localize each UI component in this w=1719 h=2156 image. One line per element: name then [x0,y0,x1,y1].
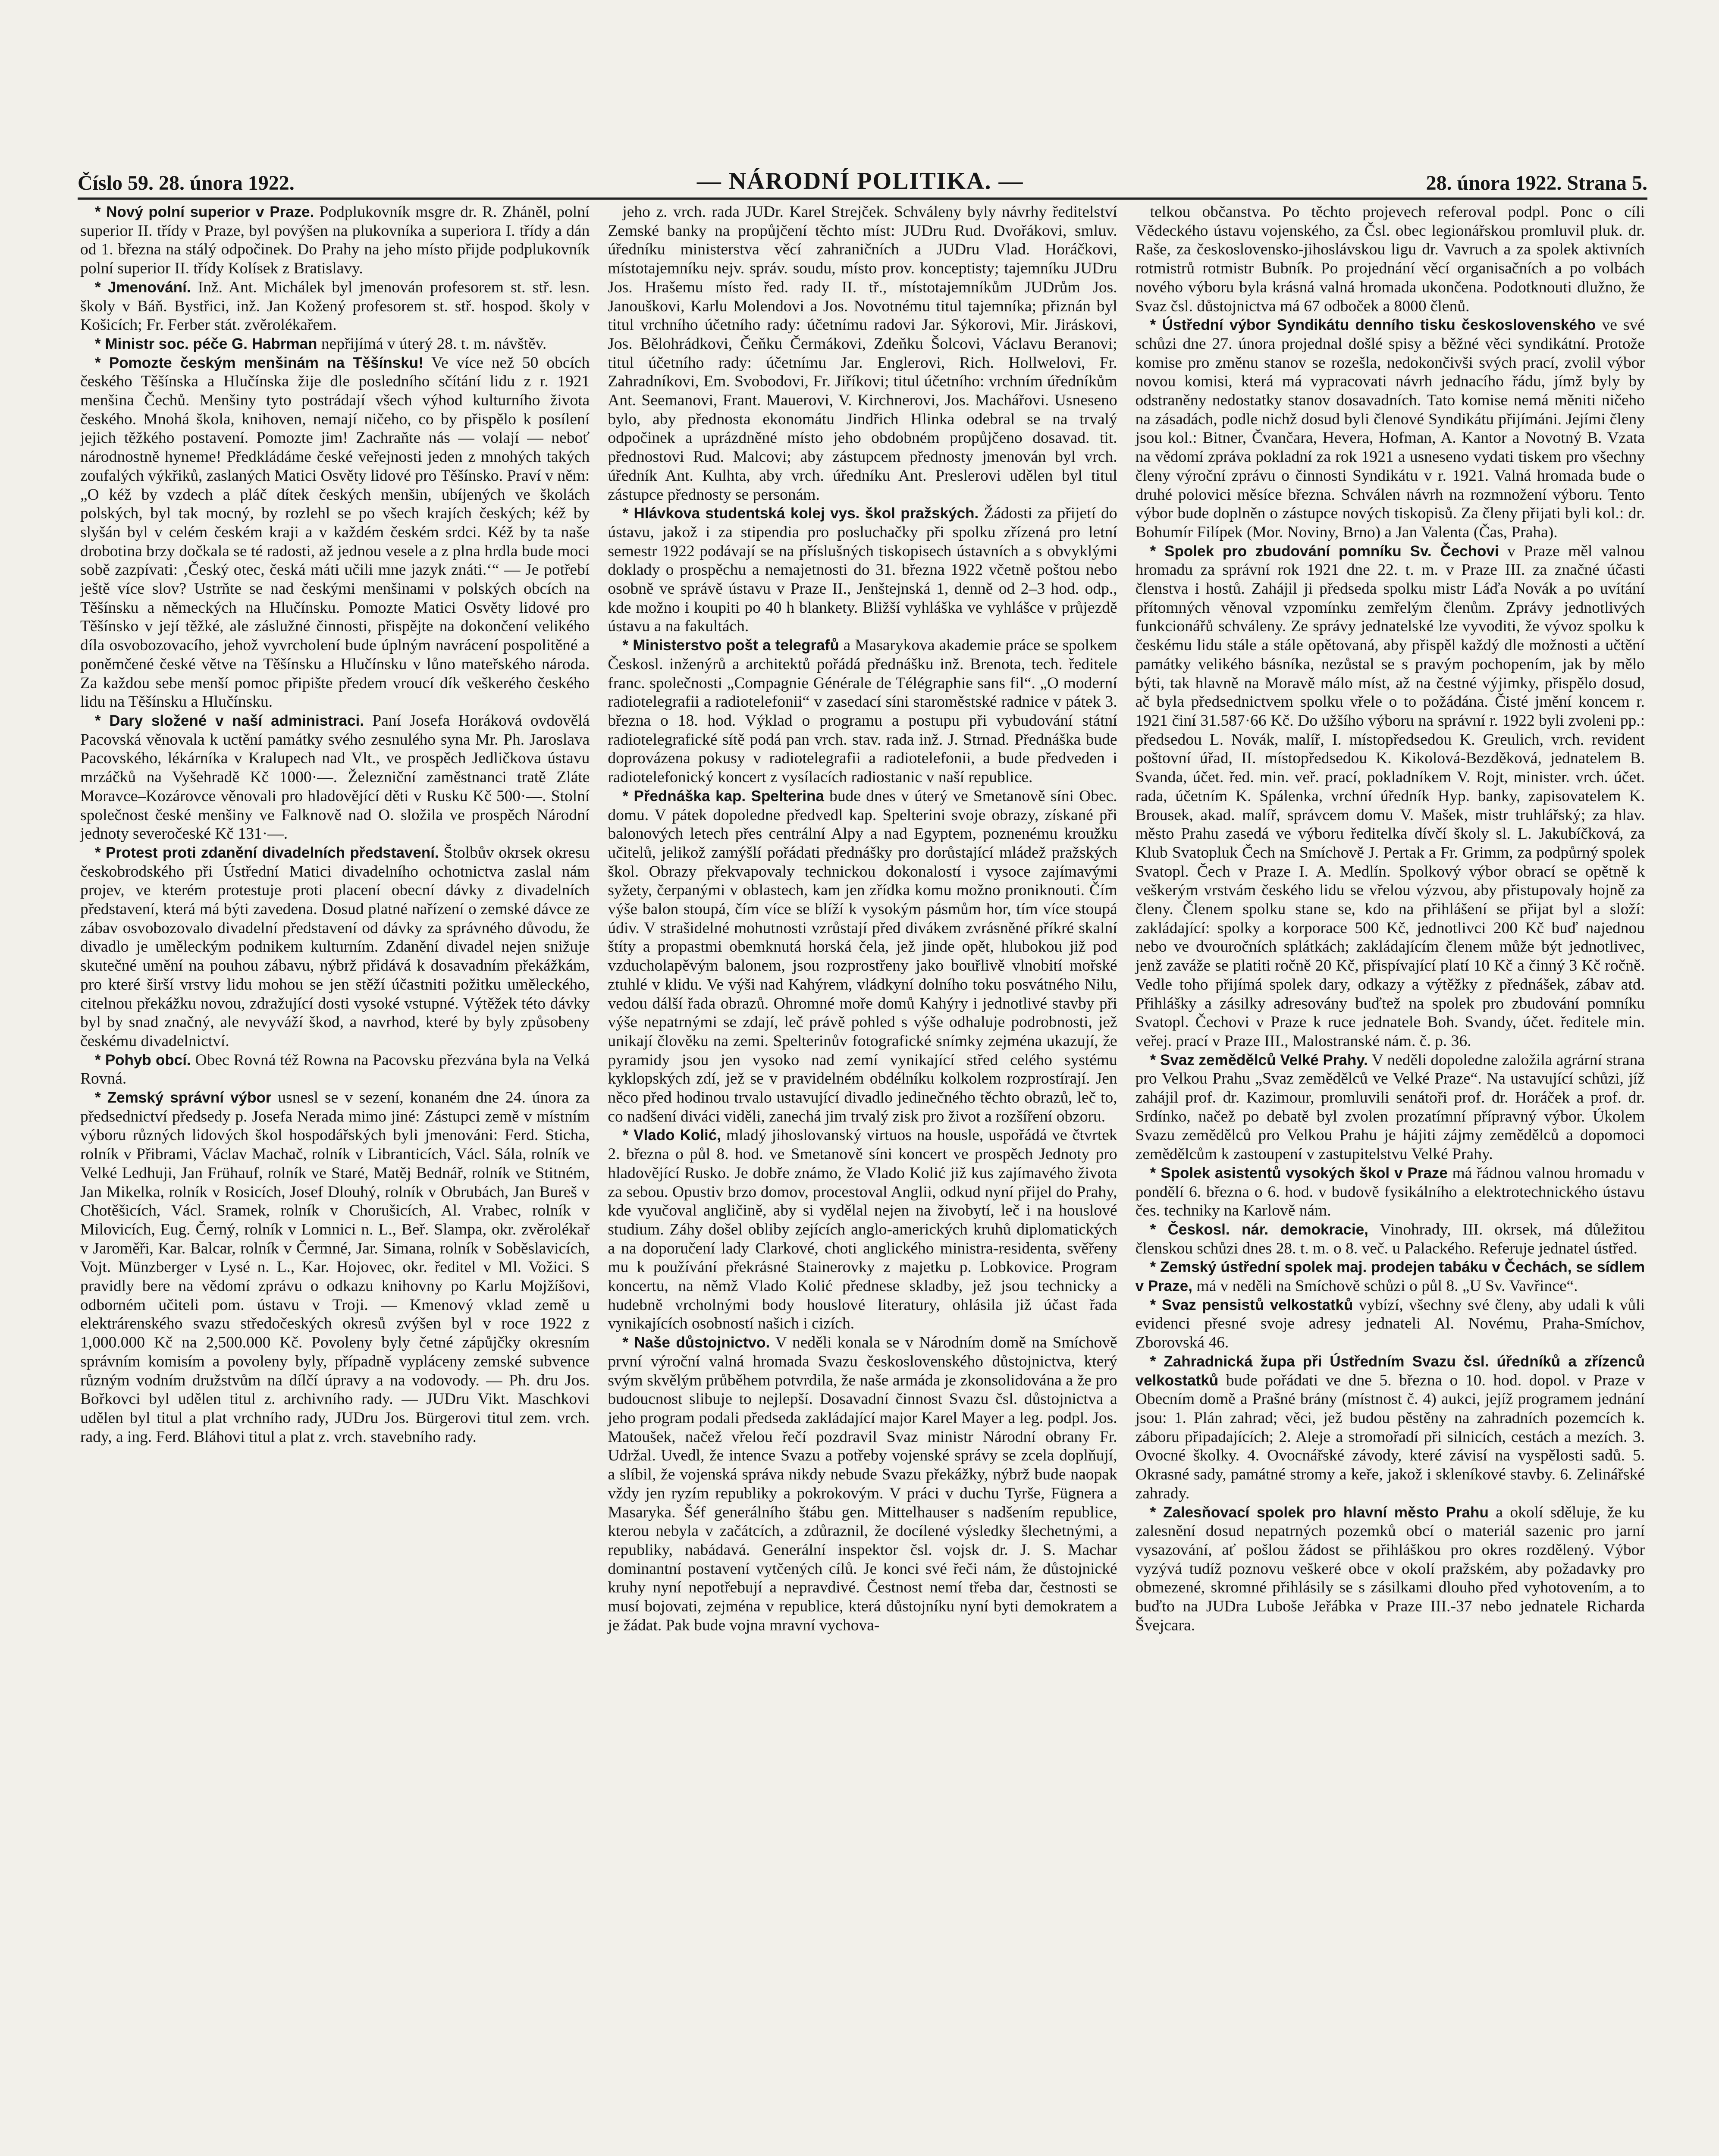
article-heading: * Spolek pro zbudování pomníku Sv. Čechovi [1150,542,1499,560]
article [1136,1220,1645,1258]
article-text: nepřijímá v úterý 28. t. m. návštěv. [321,335,547,353]
article-text: Podplukovník msgre dr. R. Zháněl, polní superior II. třídy v Praze, byl povýšen na plukovníka a superiora I. třídy a dán od 1. března na stálý odpočinek. Do Prahy na jeho místo přijde podplukovník polní superior II. třídy Kolísek z Bratislavy. [80,203,590,278]
article [80,843,590,1051]
article-text: jeho z. vrch. rada JUDr. Karel Strejček. Schváleny byly návrhy ředitelství Zemské banky na propůjčení těchto míst: JUDru Rud. Dvořákovi, smluv. úředníku ministerstva věcí zahraničních a JUDru Vlad. Horáčkovi, místotajemníku nejv. správ. soudu, místo prov. konceptisty; tajemníku JUDru Jos. Hrašemu místo řed. rady II. tř., místotajemníkům JUDrům Jos. Janouškovi, Karlu Molendovi a Jos. Novotnému titul tajemníka; přiznán byl titul vrchního účetního rady: účetnímu radovi Jar. Sýkorovi, Mir. Jiráskovi, Jos. Bělohrádkovi, Čeňku Čermákovi, Zdeňku Šolcovi, Václavu Beranovi; titul účetního rady: účetnímu Jar. Englerovi, Rich. Hollwelovi, Fr. Zahradníkovi, Em. Svobodovi, Fr. Jiříkovi; titul účetního: vrchním úředníkům Ant. Seemanovi, Frant. Mauerovi, V. Kirchnerovi, Jos. Machářovi. Usneseno bylo, aby přednosta ekonomátu Jindřich Hlinka odebral se na trvalý odpočinek a uprázdněné místo jeho obdobném propůjčeno dosavad. tit. přednostovi Rud. Malcovi; aby zástupcem přednosty jmenován byl vrch. úředník Ant. Kulhta, aby vrch. úředníku Ant. Preslerovi udělen byl titul zástupce přednosty se personám. [608,203,1117,504]
article-heading: * Svaz zemědělců Velké Prahy. [1150,1051,1368,1069]
article [1136,542,1645,1051]
article-heading: * Přednáška kap. Spelterina [622,787,824,805]
article-text: mladý jihoslovanský virtuos na housle, uspořádá ve čtvrtek 2. března o půl 8. hod. ve Smetanově síni koncert ve prospěch Jednoty pro hladovějící Rusko. Je dobře známo, že Vlado Kolić již kus zajímavého života za sebou. Opustiv brzo domov, procestoval Anglii, odkud nyní přijel do Prahy, kde vyučoval angličině, aby si vydělal nejen na živobytí, leč i na houslové studium. Záhy došel obliby zejících anglo-amerických kruhů diplomatických a na doporučení lady Clarkové, choti anglického ministra-residenta, svěřeny mu k používání překrásné Stainerovky z majetku p. Lobkovice. Program koncertu, na němž Vlado Kolić přednese skladby, jež jsou technicky a hudebně vrcholnými body houslové literatury, ohlásila již účast řada vynikajících osobností našich i cizích. [608,1126,1117,1333]
article-heading: * Ministr soc. péče G. Habrman [95,335,317,352]
article-text: bude pořádati ve dne 5. března o 10. hod. dopol. v Praze v Obecním domě a Prašné brány (místnost č. 4) aukci, jejíž programem jednání jsou: 1. Plán zahrad; věci, jež budou pěstěny na zahradních pozemcích k. záboru připadajících; 2. Aleje a stromořadí při silnicích, cestách a mezích. 3. Ovocné školky. 4. Ovocnářské závody, které závisí na vyspělosti sadů. 5. Okrasné sady, památné stromy a keře, jakož i skleníkové stavby. 6. Zelinářské zahrady. [1135,1371,1645,1502]
article [80,335,590,354]
article-heading: * Dary složené v naší administraci. [95,712,364,729]
article-text: Štolbův okrsek okresu českobrodského při Ústřední Matici divadelního ochotnictva zaslal nám projev, ve kterém protestuje proti placení obecní dávky z divadelních představení, která má býti zavedena. Dosud platné nařízení o zemské dávce ze zábav osvobozovalo divadelní představení od dávky za správného důvodu, že divadlo je uměleckým podnikem kulturním. Zdanění divadel nejen snižuje skutečné umění na pouhou zábavu, nýbrž přidává k dosavadním překážkám, pro které širší vrstvy lidu mohou se jen stěží účastniti požitku uměleckého, citelnou překážku novou, zdražující dosti vysoké vstupné. Výtěžek této dávky byl by snad značný, ale nevyváží škod, a navrhod, které by byly způsobeny českému divadelnictví. [80,843,590,1050]
newspaper-title: — NÁRODNÍ POLITIKA. — [696,168,1024,194]
article [1136,1296,1645,1352]
article-text: bude dnes v úterý ve Smetanově síni Obec. domu. V pátek dopoledne předvedl kap. Spelterini svoje obrazy, získané při balonových letech přes centrální Alpy a nad Egyptem, poznenému kroužku učitelů, jelikož zamýšlí pořádati přednášky pro dorůstající mládež pražských škol. Obrazy překvapovaly technickou dokonalostí i vysoce zajímavými syžety, čerpanými v oblastech, kam jen zřídka komu možno proniknouti. Čím výše balon stoupá, čím více se blíží k vysokým pásmům hor, tím více stoupá údiv. V strašidelné mohutnosti vzrůstají před divákem zvrásněné příkré skalní štíty a propastmi obemknutá horská čela, jež jinde opět, hlubokou již pod vzducholapěvým balonem, jsou rozprostřeny jako bouřlivě vlnobití mořské ztuhlé v klidu. Ve výši nad Kahýrem, vládkyní dolního toku posvátného Nilu, vedou dálší řada obrazů. Ohromné moře domů Kahýry i jednotlivé stavby při výše nepatrnými se zdají, leč právě pohled s výše odhaluje podrobnosti, jež unikají člověku na zemi. Spelterinův fotografické snímky zejména ukazují, že pyramidy jsou jen vysoko nad zemí vynikající střed celého systému kyklopských zdí, jež se v pravidelném obdélníku kolkolem rozprostírají. Jen něco před hodinou trvalo ustavující divadlo jedinečného těchto obrazů, leč to, co nadšení diváci viděli, zanechá jim trvalý zisk pro život a rozšíření obzoru. [608,787,1117,1125]
article-heading: * Zemský ústřední spolek maj. prodejen tabáku v Čechách, se sídlem v Praze, [1135,1259,1645,1295]
article [608,1333,1117,1635]
article-text: v Praze měl valnou hromadu za správní rok 1921 dne 22. t. m. v Praze III. za značné účasti členstva i hostů. Zahájil ji předseda spolku mistr Láďa Novák a po uvítání přítomných věnoval vzpomínku zemřelým členům. Zprávy jednotlivých funkcionářů schváleny. Ze správy jednatelské lze vyvoditi, že vývoz spolku k českému lidu stále a stále opětovaná, aby přispěl každý dle možnosti a učtění památky velikého básníka, nezůstal se s pravým pochopením, jak by mělo býti, tak hlavně na Moravě málo míst, až na čestné výjimky, přispělo dosud, ač byla předsednictvem spolku vřele o to požádána. Čisté jmění koncem r. 1921 činí 31.587·66 Kč. Do užšího výboru na správní r. 1922 byli zvoleni pp.: předsedou L. Novák, malíř, I. místopředsedou K. Greulich, vrch. revident poštovní úřad, II. místopředsedou K. Kikolová-Bezděková, jednatelem B. Svanda, účet. řed. min. veř. prací, pokladníkem V. Rojt, minister. vrch. účet. rada, účetním K. Spálenka, vrchní úředník Hyp. banky, zapisovatelem K. Brousek, akad. malíř, správcem domu V. Mašek, mistr truhlářský; za hlav. město Prahu zasedá ve výboru ředitelka dívčí školy sl. L. Jakubíčková, za Klub Svatopluk Čech na Smíchově J. Pertak a Fr. Grimm, za podpůrný spolek Svatopl. Čech v Praze I. A. Medlín. Spolkový výbor obrací se opětně k veškerým vrstvám českého lidu se vřelou výzvou, aby přistupovaly hojně za členy. Členem spolku stane se, kdo na přihlášení se přijat byl a složí: zakládající: spolky a korporace 500 Kč, jednotlivci 200 Kč buď najednou nebo ve dvouročních splátkách; zakládajícím členem může být jednotlivec, jenž zaváže se platiti ročně 20 Kč, přispívající platí 10 Kč a činný 3 Kč ročně. Vedle toho přijímá spolek dary, odkazy a výtěžky z přednášek, zábav atd. Přihlášky a zásilky adresovány buďtež na spolek pro zbudování pomníku Svatopl. Čechovi v Praze k ruce jednatele Boh. Svandy, účet. ředitele min. veřej. prací v Praze III., Malostranské nám. č. p. 36. [1135,542,1645,1050]
article-heading: * Protest proti zdanění divadelních představení. [95,844,439,861]
article [80,711,590,843]
article [1136,1051,1645,1164]
article-text: V neděli dopoledne založila agrární strana pro Velkou Prahu „Svaz zemědělců ve Velké Praze“. Na ustavující schůzi, jíž zahájil prof. dr. Kazimour, promluvili senátoři prof. dr. Horáček a prof. dr. Srdínko, načež po debatě byl zvolen prozatímní přípravný výbor. Úkolem Svazu zemědělců pro Velkou Prahu je hájiti zájmy zemědělců a dopomoci zemědělcům k zastoupení v zastupitelstvu Velké Prahy. [1135,1051,1645,1163]
article-heading: * Zalesňovací spolek pro hlavní město Prahu [1150,1504,1489,1521]
article-text: a okolí sděluje, že ku zalesnění dosud nepatrných pozemků obcí o materiál sazenic pro jarní vysazování, ať pošlou žádost se přihláškou pro okres rozdělený. Výbor vyzývá tudíž poznovu veškeré obce v okolí pražském, aby požadavky pro obmezené, skromné přihlásily se s zásilkami dlouho před vyhotovením, a to buďto na JUDra Luboše Jeřábka v Praze III.-37 nebo jednatele Richarda Švejcara. [1135,1503,1645,1634]
article-text: usnesl se v sezení, konaném dne 24. února za předsednictví předsedy p. Josefa Nerada mimo jiné: Zástupci země v místním výboru různých lidových škol hospodářských byli jmenováni: Ferd. Sticha, rolník v Přibrami, Václav Machač, rolník v Libranticích, Václ. Sála, rolník ve Velké Ledhuji, Jan Frühauf, rolník ve Staré, Matěj Bednář, rolník ve Stitném, Jan Mikelka, rolník v Rosicích, Josef Dlouhý, rolník v Obrubách, Jan Bureš v Chotěšicích, Václ. Sramek, rolník v Chorušicích, Al. Vrabec, rolník v Milovicích, Eug. Černý, rolník v Lomnici n. L., Beř. Slampa, okr. zvěrolékař v Jaroměři, Kar. Balcar, rolník v Čermné, Jar. Simana, rolník v Soběslavicích, Vojt. Münzberger v Lysé n. L., Kar. Hojovec, okr. ředitel v Ml. Vožici. S pravidly bere na vědomí zprávu o odkazu knihovny po Karlu Mojžíšovi, odborném učiteli pom. ústavu v Troji. — Kmenový vklad země u elektrárenského svazu středočeských okresů zvýšen byl v roce 1922 z 1,000.000 Kč na 2,500.000 Kč. Povoleny byly četné zápůjčky okresním správním komisím a povoleny byly, případně vypláceny zemské subvence různým vodním družstvům na dílčí úpravy a na vodovody. — Ph. dru Jos. Bořkovci byl udělen titul z. archivního rady. — JUDru Vikt. Maschkovi udělen byl titul a plat vrchního rady, JUDru Jos. Bürgerovi titul zem. vrch. rady, a ing. Ferd. Bláhovi titul a plat z. vrch. stavebního rady. [80,1089,590,1446]
header-rule [78,197,1647,200]
article-heading: * Českosl. nár. demokracie, [1150,1221,1368,1238]
article [1136,1164,1645,1220]
article-heading: * Ústřední výbor Syndikátu denního tisku československého [1150,317,1596,334]
article-text: Paní Josefa Horáková ovdovělá Pacovská věnovala k uctění památky svého zesnulého syna Mr. Ph. Jaroslava Pacovského, lékárníka v Kralupech nad Vlt., ve prospěch Jedličkova ústavu mrzáčků na Vyšehradě Kč 1000·—. Železniční zaměstnanci tratě Zláte Moravce–Kozárovce věnovali pro hladovějící děti v Rusku Kč 500·—. Stolní společnost české menšiny ve Falknově nad O. složila ve prospěch Národní jednoty severočeské Kč 131·—. [80,711,590,843]
article-heading: * Svaz pensistů velkostatků [1150,1296,1353,1313]
article [608,504,1117,636]
article [80,278,590,335]
article-text: telkou občanstva. Po těchto projevech referoval podpl. Ponc o cíli Vědeckého ústavu vojenského, za Čsl. obec legionářskou promluvil pluk. dr. Raše, za československo-jihoslávskou ligu dr. Vavruch a za spolek aktivních rotmistrů rotmistr Bubník. Po projednání věcí organisačních a po volbách nového výboru byla krásná valná hromada ukončena. Podotknouti dlužno, že Svaz čsl. důstojnictva má 67 odboček a 8000 členů. [1135,203,1645,315]
article-heading: * Nový polní superior v Praze. [95,204,314,220]
article-text: má řádnou valnou hromadu v pondělí 6. března o 6. hod. v budově fysikálního a elektrotechnického ústavu čes. techniky na Karlově nám. [1135,1164,1645,1220]
article [80,1051,590,1088]
article-heading: * Pomozte českým menšinám na Těšínsku! [95,354,423,371]
article-heading: * Hlávkova studentská kolej vys. škol pražských. [622,505,979,522]
article-text: V neděli konala se v Národním domě na Smíchově první výroční valná hromada Svazu československého důstojnictva, který svým skvělým průběhem potvrdila, že naše armáda je zkonsolidována a že pro budoucnost slibuje to nejlepší. Dosavadní činnost Svazu čsl. důstojnictva a jeho program podali předseda zakládající major Karel Mayer a leg. podpl. Jos. Matoušek, načež vřelou řečí pozdravil Svaz ministr Národní obrany Fr. Udržal. Uvedl, že intence Svazu a potřeby vojenské správy se zcela doplňují, a slíbil, že vojenská správa nikdy nebude Svazu překážky, nýbrž bude naopak vždy jen ryzím republiky a pokrokovým. V práci v duchu Tyrše, Fügnera a Masaryka. Šéf generálního štábu gen. Mittelhauser s nadšením republice, kterou nebyla v začátcích, a zdůraznil, že docílené výsledky šlechetnými, a republiky, nabádavá. Generální inspektor čsl. vojsk dr. J. S. Machar dominantní postavení vytčených cílů. Je konci své řeči nám, že důstojnické kruhy nyní nepotřebují a nepravdivé. Čestnost nemí třeba dar, čestnosti se musí bojovati, zejména v republice, která důstojníku nyní byti demokratem a je žádat. Pak bude vojna mravní vychova- [608,1334,1117,1634]
issue-date-right: 28. února 1922. Strana 5. [1426,172,1647,194]
article-heading: * Pohyb obcí. [95,1051,191,1069]
article-heading: * Spolek asistentů vysokých škol v Praze [1150,1164,1448,1181]
article-heading: * Zahradnická župa při Ústředním Svazu čsl. úředníků a zřízenců velkostatků [1135,1353,1645,1389]
article [608,1126,1117,1333]
article-heading: * Zemský správní výbor [95,1089,272,1106]
article [608,636,1117,787]
article [1136,316,1645,542]
article [1136,1503,1645,1635]
article-heading: * Naše důstojnictvo. [622,1334,770,1351]
article-text: vybízí, všechny své členy, aby udali k vůli evidenci přesné svoje adresy jednateli Al. Novému, Praha-Smíchov, Zborovská 46. [1135,1296,1645,1352]
article [1136,1258,1645,1295]
article-text: má v neděli na Smíchově schůzi o půl 8. „U Sv. Vavřince“. [1196,1277,1578,1295]
article [608,787,1117,1126]
article-text: Žádosti za přijetí do ústavu, jakož i za stipendia pro posluchačky při spolku zřízená pro letní semestr 1922 podávají se na příslušných tiskopisech ústavních a s obvyklými doklady o prospěchu a nemajetnosti do 31. března 1922 včetně poštou nebo osobně ve správě ústavu v Praze II., Jenštejnská 1, denně od 2–3 hod. odp., kde možno i koupiti po 40 h blankety. Bližší vyhláška ve vyhlášce v průjezdě ústavu a na fakultách. [608,505,1117,636]
article-columns [78,203,1647,2156]
article-heading: * Vlado Kolić, [622,1127,721,1144]
article [1136,1352,1645,1503]
article-text: Ve více než 50 obcích českého Těšínska a Hlučínska žije dle posledního sčítání lidu z r. 1921 menšina Čechů. Menšiny tyto postrádají všech výhod kulturního života českého. Mnohá škola, knihoven, nemají ničeho, co by přispělo k posílení jejich těžkého postavení. Pomozte jim! Zachraňte nás — volají — neboť národnostně hyneme! Předkládáme české veřejnosti jeden z mnohých takých zoufalých výkřiků, zaslaných Matici Osvěty lidové pro Těšínsko. Praví v něm: „O kéž by vzdech a pláč dítek českých menšin, ubíjených ve školách polských, byl tak mocný, by rozlehl se po všech krajích českých; kéž by slyšán byl v celém českém kraji a v každém českém srdci. Kéž by ta naše drobotina brzy dočkala se té radosti, až jednou vesele a z plna hrdla bude moci sobě zazpívati: ‚Český otec, česká máti učili mne jazyk znáti.‘“ — Je potřebí ještě více slov? Ustrňte se nad českými menšinami v polských obcích na Těšínsku a německých na Hlučínsku. Pomozte Matici Osvěty lidové pro Těšínsko v její těžké, ale záslužné činnosti, přispějte na dokončení velikého díla osvobozovacího, jehož vyvrcholení bude úplným navrácení pospolitěné a poněmčené české větve na Těšínsku a Hlučínsku v lůno mateřského národa. Za každou sebe menší pomoc připište předem vroucí dík veškerého českého lidu na Těšínsku a Hlučínsku. [80,354,590,711]
article-text: ve své schůzi dne 27. února projednal došlé spisy a běžné věci syndikátní. Protože komise pro změnu stanov se rozešla, nedokončivši svých prací, zvolil výbor novou komisi, která má vypracovati návrh jednacího řádu, jímž byly by odstraněny nedostatky stanov dosavadních. Tato komise nemá měniti ničeho na zásadách, podle nichž dosud byli členové Syndikátu přijímáni. Jejími členy jsou kol.: Bitner, Čvančara, Hevera, Hofman, A. Kantor a Novotný B. Vzata na vědomí zpráva pokladní za rok 1921 a usneseno vydati tiskem pro všechny členy výroční zprávu o činnosti Syndikátu v r. 1921. Valná hromada bude o druhé polovici měsíce března. Schválen návrh na rozmnožení výboru. Tento výbor bude doplněn o zástupce nových tiskopisů. Za členy přijati byli kol.: dr. Bohumír Filípek (Mor. Noviny, Brno) a Jan Valenta (Čas, Praha). [1135,316,1645,541]
column-2 [605,203,1120,2156]
column-1 [78,203,592,2156]
article [80,1088,590,1446]
article [80,203,590,278]
article-heading: * Ministerstvo pošt a telegrafů [622,637,839,654]
column-3 [1133,203,1647,2156]
issue-date-left: Číslo 59. 28. února 1922. [78,172,295,194]
article-text: Obec Rovná též Rowna na Pacovsku přezvána byla na Velká Rovná. [80,1051,590,1088]
article-text: a Masarykova akademie práce se spolkem Českosl. inženýrů a architektů pořádá přednášku inž. Brenota, tech. ředitele franc. společnosti „Compagnie Générale de Télégraphie sans fil“. „O moderní radiotelegrafii a radiotelefonii“ v zasedací síni staroměstské radnice v pátek 3. března o 18. hod. Výklad o programu a postupu při vybudování státní radiotelegrafické sítě podá pan vrch. stav. rada inž. J. Strnad. Přednáška bude doprovázena pokusy v radiotelegrafii a radiotelefonii, a bude předveden i radiotelefonický koncert z vysílacích radiostanic v naší republice. [608,636,1117,787]
article-text: Vinohrady, III. okrsek, má důležitou členskou schůzi dnes 28. t. m. o 8. več. u Palackého. Referuje jednatel ústřed. [1135,1220,1645,1257]
article-heading: * Jmenování. [95,279,191,296]
article [1136,203,1645,316]
article-text: Inž. Ant. Michálek byl jmenován profesorem st. stř. lesn. školy v Báň. Bystřici, inž. Jan Kožený profesorem st. stř. hospod. školy v Košicích; Fr. Ferber stát. zvěrolékařem. [80,278,590,334]
masthead [78,164,1647,195]
article [80,354,590,711]
article [608,203,1117,504]
